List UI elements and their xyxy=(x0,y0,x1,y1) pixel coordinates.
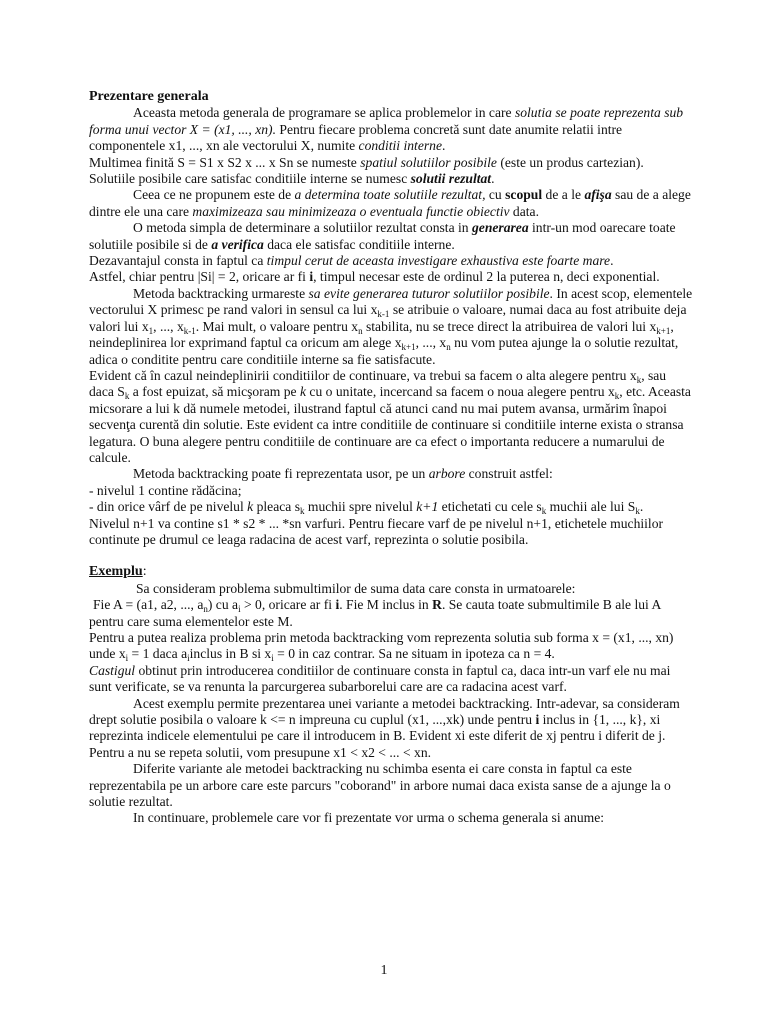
paragraph: Metoda backtracking urmareste sa evite generarea tuturor solutiilor posibile. In acest scop, elementele vectorului X primesc pe rand valori in sensul ca lui $x_{k-1}$ se atribuie o valoare, numai daca au fost atribuite deja valori lui $x_1$, ..., $x_{k-1}$. Mai mult, o valoare pentru $x_n$ stabilita, nu se trece direct la atribuirea de valori lui $x_{k+1}$, neindeplinirea lor exprimand faptul ca oricum am alege $x_{k+1}$, ..., $x_n$ nu vom putea ajunge la o solutie rezultat, adica o conditite pentru care conditiile interne sa fie satisfacute. xyxy=(89,285,693,367)
paragraph: Astfel, chiar pentru |Si| = 2, oricare ar fi i, timpul necesar este de ordinul 2 la puterea n, deci exponential. xyxy=(89,269,660,285)
paragraph: Metoda backtracking poate fi reprezentata usor, pe un arbore construit astfel: xyxy=(133,466,553,482)
paragraph: Dezavantajul consta in faptul ca timpul cerut de aceasta investigare exhaustiva este foarte mare. xyxy=(89,253,614,269)
paragraph: Pentru a putea realiza problema prin metoda backtracking vom reprezenta solutia sub forma x = (x1, ..., xn) unde $x_i = 1$ daca $a_iinclus$ in B si $x_i = 0$ in caz contrar. Sa ne situam in ipoteza ca n = 4. xyxy=(89,630,674,664)
paragraph: Multimea finită S = S1 x S2 x ... x Sn se numeste spatiul solutiilor posibile (este un produs cartezian). Solutiile posibile care satisfac conditiile interne se numesc solutii rezultat. xyxy=(89,154,644,187)
paragraph: Castigul obtinut prin introducerea conditiilor de continuare consta in faptul ca, daca intr-un varf ele nu mai sunt verificate, se va renunta la parcurgerea subarborelui care are ca radacina acest varf. xyxy=(89,662,671,695)
paragraph: Evident că în cazul neindeplinirii conditiilor de continuare, va trebui sa facem o alta alegere pentru $x_k$, sau daca $S_k$ a fost epuizat, să micşoram pe k cu o unitate, incercand sa facem o noua alegere pentru $x_k$, etc. Aceasta micsorare a lui k dă numele metodei, ilustrand faptul că atunci cand nu mai putem avansa, urmărim înapoi secvenţa curentă din solutie. Este evident ca intre conditiile de continuare si conditiile interne exista o stransa legatura. O buna alegere pentru conditiile de continuare are ca efect o importanta reducere a numarului de calcule. xyxy=(89,367,691,465)
paragraph: Nivelul n+1 va contine s1 * s2 * ... *sn varfuri. Pentru fiecare varf de pe nivelul n+1, etichetele muchiilor continute pe drumul ce leaga radacina de acest varf, reprezinta o solutie posibila. xyxy=(89,515,664,547)
spacer xyxy=(89,548,693,564)
paragraph: In continuare, problemele care vor fi prezentate vor urma o schema generala si anume: xyxy=(133,810,605,826)
section-title xyxy=(89,564,693,580)
paragraph: Aceasta metoda generala de programare se aplica problemelor in care solutia se poate reprezenta sub forma unui vector X = (x1, ..., xn). Pentru fiecare problema concretă sunt date anumite relatii intre componentele x1, ..., xn ale vectorului X, numite conditii interne. xyxy=(89,105,684,154)
section-title: Prezentare generala xyxy=(89,89,209,104)
list-item: - nivelul 1 contine rădăcina; xyxy=(89,482,242,498)
paragraph: O metoda simpla de determinare a solutiilor rezultat consta in generarea intr-un mod oarecare toate solutiile posibile si de a verifica daca ele satisfac conditiile interne. xyxy=(89,220,676,252)
list-item: - din orice vârf de pe nivelul k pleaca $s_k$ muchii spre nivelul k+1 etichetati cu cele $s_k$ muchii ale lui $S_k$. xyxy=(89,499,644,517)
page-number: 1 xyxy=(380,963,388,978)
paragraph: Sa consideram problema submultimilor de suma data care consta in urmatoarele: xyxy=(136,580,576,596)
document-page xyxy=(89,89,693,827)
paragraph: Ceea ce ne propunem este de a determina toate solutiile rezultat, cu scopul de a le afişa sau de a alege dintre ele una care maximizeaza sau minimizeaza o eventuala functie obiectiv data. xyxy=(89,187,691,219)
paragraph: Acest exemplu permite prezentarea unei variante a metodei backtracking. Intr-adevar, sa consideram drept solutie posibila o valoare k <= n impreuna cu cuplul (x1, ...,xk) unde pentru i inclus in {1, ..., k}, xi reprezinta indicele elementului pe care il introducem in B. Evident xi este diferit de xj pentru i diferit de j. Pentru a nu se repeta solutii, vom presupune x1 < x2 < ... < xn. xyxy=(89,695,680,760)
section-title-colon: : xyxy=(142,564,147,580)
section-title-text: Exemplu xyxy=(89,564,143,580)
paragraph: Diferite variante ale metodei backtracking nu schimba esenta ei care consta in faptul ca este reprezentabila pe un arbore care este parcurs "coborand" in arbore numai daca exista sanse de a ajunge la o solutie rezultat. xyxy=(89,761,671,810)
paragraph: Fie A = (a1, a2, ..., $a_n$) cu $a_i > 0$, oricare ar fi i. Fie M inclus in R. Se cauta toate submultimile B ale lui A pentru care suma elementelor este M. xyxy=(89,597,661,629)
